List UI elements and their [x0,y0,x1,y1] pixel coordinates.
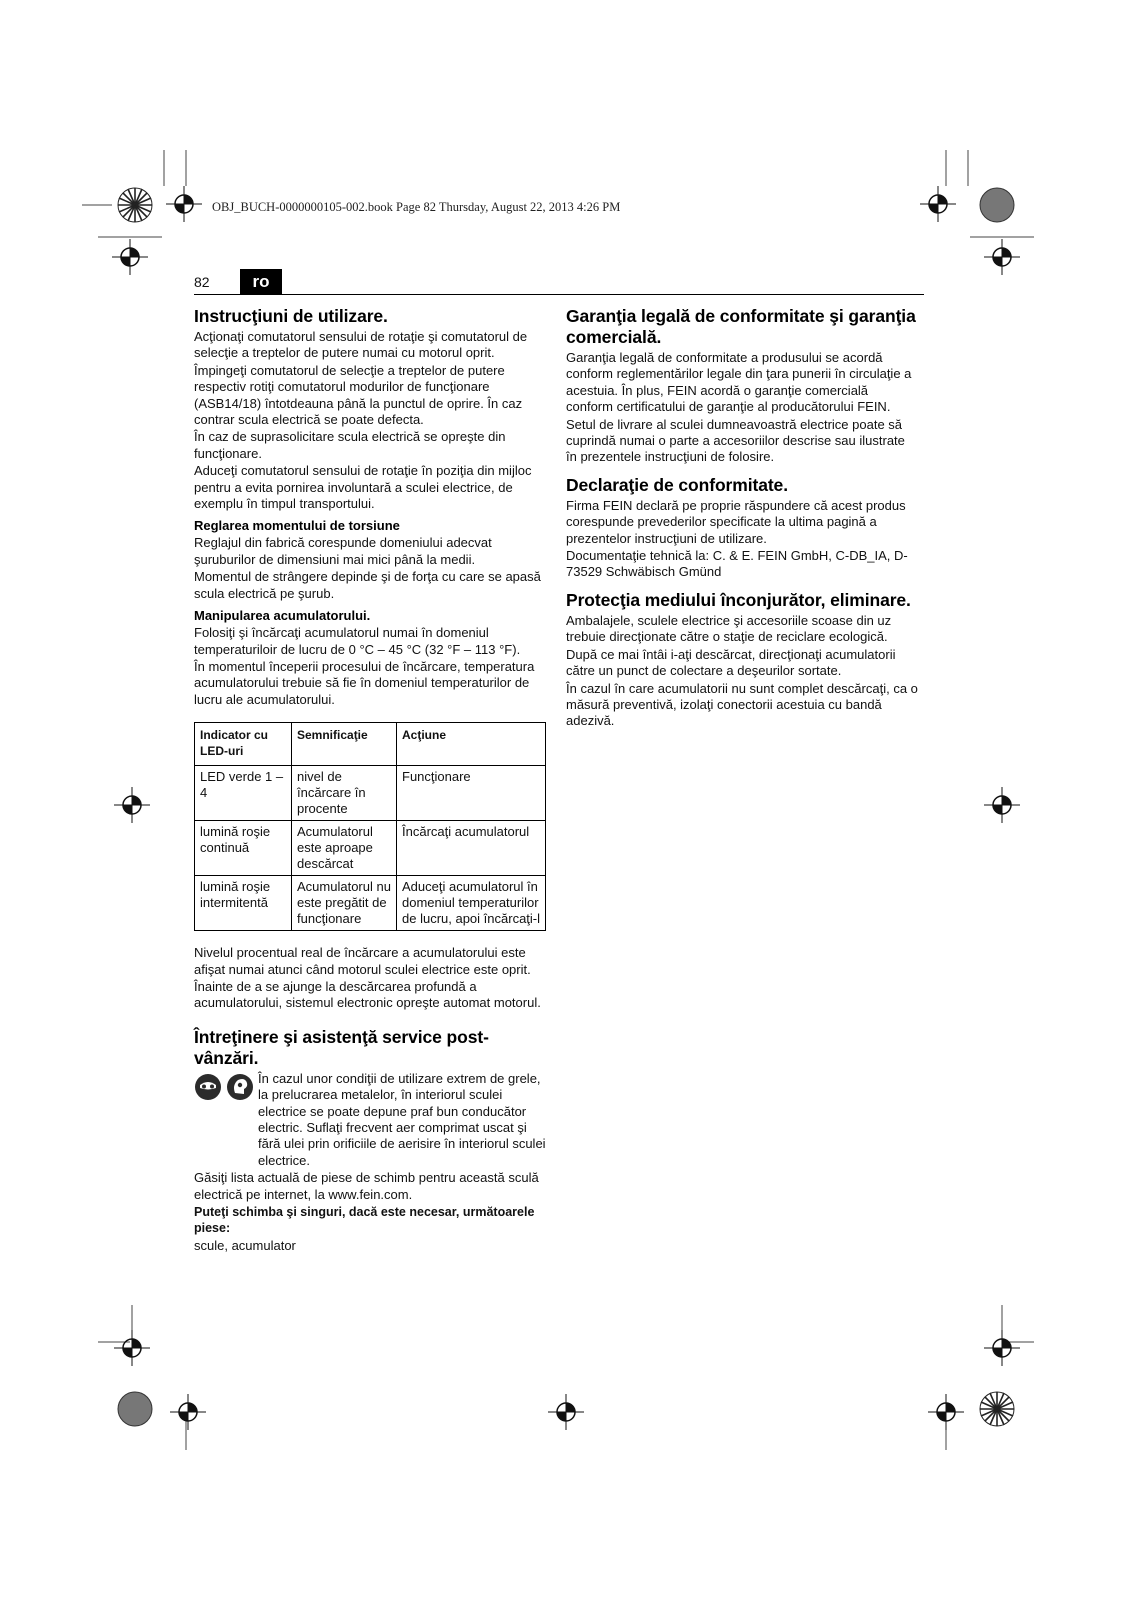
registration-mark-icon [982,237,1022,277]
table-cell: nivel de încărcare în procente [292,766,397,821]
left-column [194,306,546,1255]
paragraph: În momentul începerii procesului de încărcare, temperatura acumulatorului trebuie să fie în domeniul temperaturilor de lucru ale acumulatorului. [194,658,535,707]
paragraph: Setul de livrare al sculei dumneavoastră electrice poate să cuprindă numai o parte a accesoriilor descrise sau ilustrate în prezentele instrucţiuni de folosire. [566,416,905,465]
paragraph: Reglajul din fabrică corespunde domeniului adecvat şuruburilor de dimensiuni mai mici până la medii. [194,535,492,567]
maintenance-notice [194,1071,546,1169]
section-title-usage: Instrucţiuni de utilizare. [194,306,388,326]
paragraph: scule, acumulator [194,1237,296,1253]
table-cell: Acumulatorul nu este pregătit de funcţionare [292,876,397,931]
registration-mark-icon [926,1392,966,1432]
paragraph: Acţionaţi comutatorul sensului de rotaţie şi comutatorul de selecţie a treptelor de putere numai cu motorul oprit. [194,329,528,361]
section-title-environment: Protecţia mediului înconjurător, eliminare. [566,589,911,610]
paragraph: După ce mai întâi i-aţi descărcat, direcţionaţi acumulatorii către un punct de colectare a deşeurilor sortate. [566,646,896,679]
subsection-title-battery: Manipularea acumulatorului. [194,608,371,624]
gray-circle-icon [978,186,1016,224]
section-title-maintenance: Întreţinere şi asistenţă service post-vânzări. [194,1026,489,1068]
paragraph: În cazul în care acumulatorii nu sunt complet descărcaţi, ca o măsură preventivă, izolaţi conectorii acestuia cu bandă adezivă. [566,680,918,729]
table-header-row [195,723,546,766]
paragraph: Aduceţi comutatorul sensului de rotaţie în poziţia din mijloc pentru a evita pornirea involuntară a sculei electrice, de exemplu în timpul transportului. [194,463,532,512]
section-title-warranty: Garanţia legală de conformitate şi garanţia comercială. [566,306,916,347]
section-title-conformity: Declaraţie de conformitate. [566,474,788,495]
paragraph: Garanţia legală de conformitate a produsului se acordă conform reglementărilor legale din ţara punerii în circulaţie a acestuia. În plus, FEIN acordă o garanţie comercială conform certificatului de garanţie al producătorului FEIN. [566,350,912,415]
registration-mark-icon [112,785,152,825]
paragraph: Împingeţi comutatorul de selecţie a treptelor de putere respectiv rotiţi comutatorul modurilor de funcţionare (ASB14/18) întotdeauna până la punctul de oprire. În caz contrar scula electrică se poate defecta. [194,362,523,428]
table-row [195,766,546,821]
registration-mark-icon [168,1392,208,1432]
paragraph: Momentul de strângere depinde şi de forţa cu care se apasă scula electrică pe şurub. [194,569,541,601]
registration-mark-icon [546,1392,586,1432]
paragraph: Firma FEIN declară pe proprie răspundere că acest produs corespunde prevederilor specificate la ultima pagină a prezentelor instrucţiuni de utilizare. [566,497,906,546]
header-rule [194,294,924,295]
table-header-cell: Semnificaţie [292,723,397,766]
language-tab: ro [240,269,282,295]
bold-paragraph: Puteţi schimba şi singuri, dacă este necesar, următoarele piese: [194,1205,535,1236]
paragraph: În caz de suprasolicitare scula electrică se opreşte din funcţionare. [194,429,506,461]
eye-protection-icon [194,1073,222,1101]
registration-mark-icon [164,184,204,224]
color-wheel-icon [116,186,154,224]
led-indicator-table [194,722,546,931]
paragraph: În cazul unor condiţii de utilizare extrem de grele, la prelucrarea metalelor, în interiorul sculei electrice se poate depune praf bun conducător electric. Suflaţi frecvent aer comprimat uscat şi fără ulei prin orificiile de aerisire în interiorul sculei electrice. [258,1070,546,1168]
registration-mark-icon [918,184,958,224]
color-wheel-icon [978,1390,1016,1428]
table-cell: Aduceţi acumulatorul în domeniul temperaturilor de lucru, apoi încărcaţi-l [397,876,546,931]
page-number: 82 [194,274,210,290]
table-header-cell: Indicator cu LED-uri [195,723,292,766]
paragraph: Găsiţi lista actuală de piese de schimb pentru această sculă electrică pe internet, la www.fein.com. [194,1170,539,1202]
registration-mark-icon [110,237,150,277]
paragraph: Ambalajele, sculele electrice şi accesoriile scoase din uz trebuie direcţionate către o staţie de reciclare ecologică. [566,612,892,645]
safety-icons [194,1073,256,1101]
right-column [566,306,918,731]
gray-circle-icon [116,1390,154,1428]
paragraph: Înainte de a se ajunge la descărcarea profundă a acumulatorului, sistemul electronic opreşte automat motorul. [194,978,541,1011]
subsection-title-torque: Reglarea momentului de torsiune [194,518,400,534]
table-row [195,876,546,931]
paragraph: Nivelul procentual real de încărcare a acumulatorului este afişat numai atunci când motorul sculei electrice este oprit. [194,945,531,977]
table-cell: lumină roşie intermitentă [195,876,292,931]
ear-protection-icon [226,1073,254,1101]
table-row [195,821,546,876]
table-cell: LED verde 1 – 4 [195,766,292,821]
table-cell: lumină roşie continuă [195,821,292,876]
table-cell: Acumulatorul este aproape descărcat [292,821,397,876]
paragraph: Documentaţie tehnică la: C. & E. FEIN GmbH, C-DB_IA, D-73529 Schwäbisch Gmünd [566,548,908,580]
paragraph: Folosiţi şi încărcaţi acumulatorul numai în domeniul temperaturiloir de lucru de 0 °C – 45 °C (32 °F – 113 °F). [194,625,521,657]
registration-mark-icon [982,785,1022,825]
registration-mark-icon [112,1328,152,1368]
registration-mark-icon [982,1328,1022,1368]
table-cell: Funcţionare [397,766,546,821]
table-cell: Încărcaţi acumulatorul [397,821,546,876]
table-header-cell: Acţiune [397,723,546,766]
book-header-line: OBJ_BUCH-0000000105-002.book Page 82 Thursday, August 22, 2013 4:26 PM [212,200,621,214]
